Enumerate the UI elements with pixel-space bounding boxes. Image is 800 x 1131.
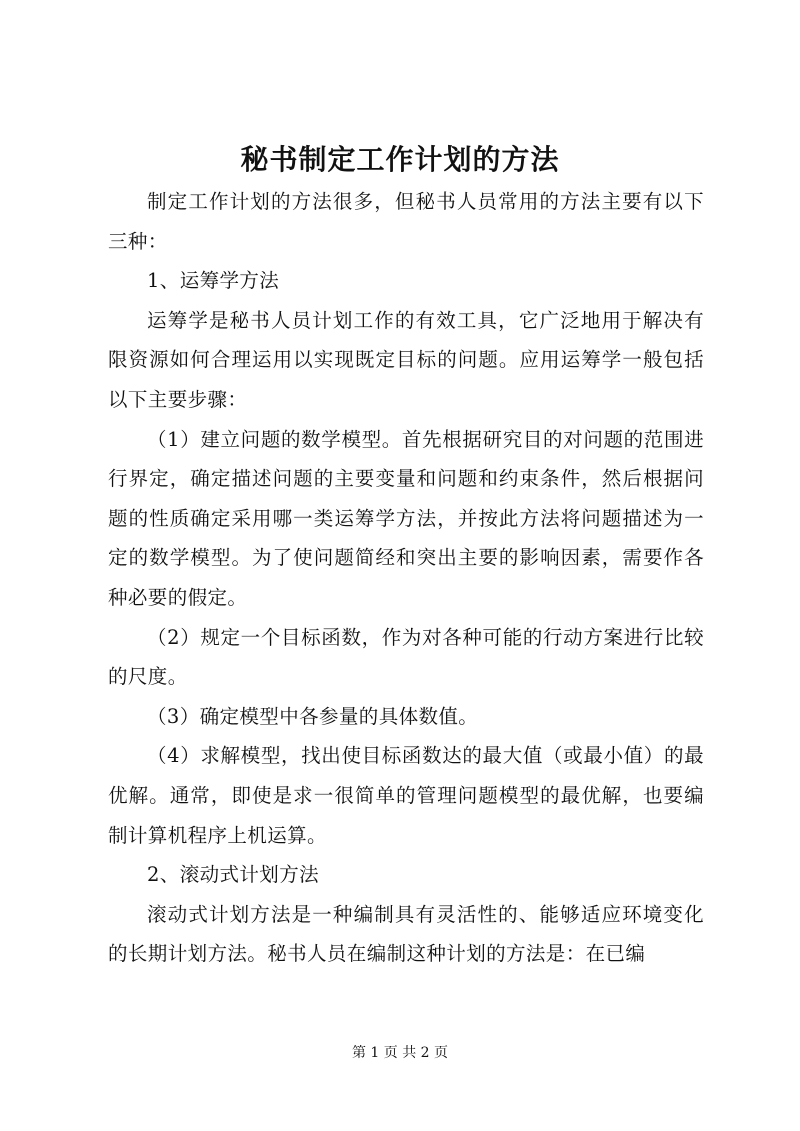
paragraph-step-4: （4）求解模型，找出使目标函数达的最大值（或最小值）的最优解。通常，即使是求一很简单的管理问题模型的最优解，也要编制计算机程序上机运算。 [108, 744, 704, 847]
paragraph-step-2: （2）规定一个目标函数，作为对各种可能的行动方案进行比较的尺度。 [108, 625, 704, 689]
paragraph-operations-research: 运筹学是秘书人员计划工作的有效工具，它广泛地用于解决有限资源如何合理运用以实现既定目标的问题。应用运筹学一般包括以下主要步骤： [108, 308, 704, 411]
page-footer: 第 1 页 共 2 页 [351, 1045, 449, 1061]
paragraph-rolling-plan: 滚动式计划方法是一种编制具有灵活性的、能够适应环境变化的长期计划方法。秘书人员在编制这种计划的方法是：在已编 [108, 902, 704, 966]
document-body [108, 182, 704, 974]
paragraph-intro: 制定工作计划的方法很多，但秘书人员常用的方法主要有以下三种： [108, 190, 704, 253]
section-heading-operations-research: 1、运筹学方法 [147, 269, 280, 293]
section-heading-rolling-plan: 2、滚动式计划方法 [147, 863, 320, 887]
document-title: 秘书制定工作计划的方法 [240, 143, 560, 176]
paragraph-step-1: （1）建立问题的数学模型。首先根据研究目的对问题的范围进行界定，确定描述问题的主要变量和问题和约束条件，然后根据问题的性质确定采用哪一类运筹学方法，并按此方法将问题描述为一定的数学模型。为了使问题简经和突出主要的影响因素，需要作各种必要的假定。 [108, 427, 704, 609]
paragraph-step-3: （3）确定模型中各参量的具体数值。 [147, 704, 479, 728]
